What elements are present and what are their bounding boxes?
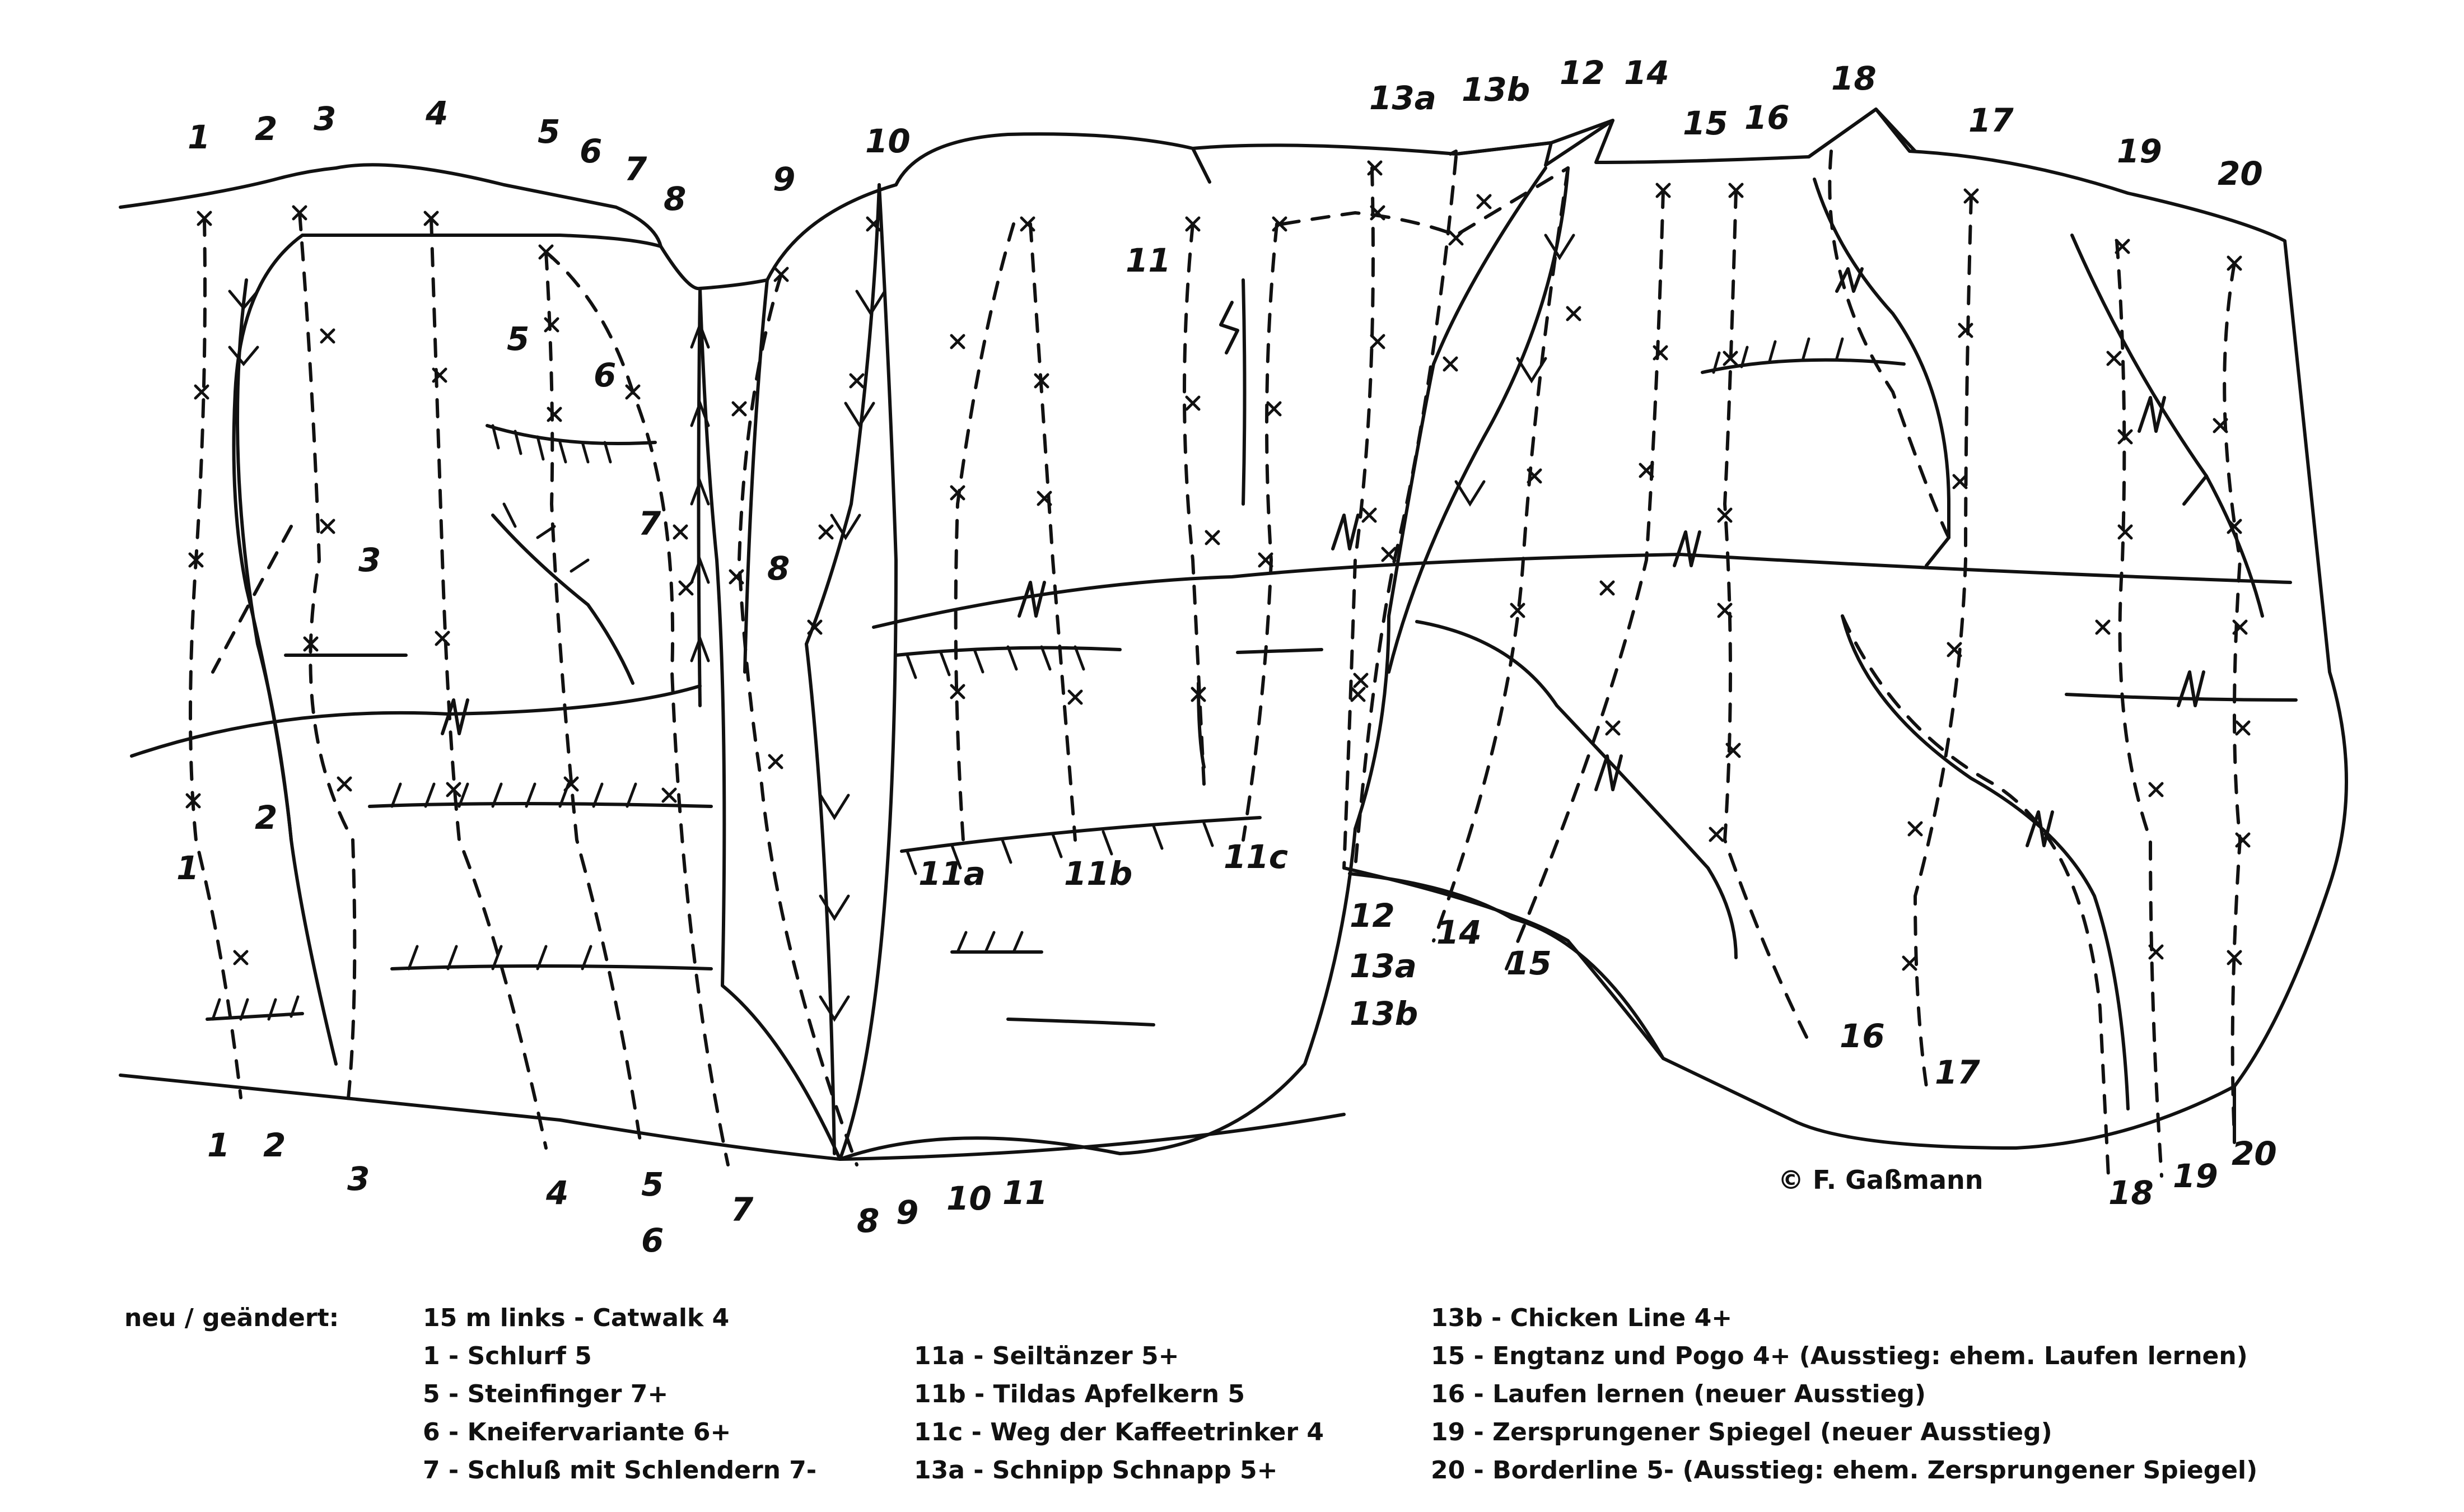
bolt-cross-marker <box>235 951 247 964</box>
legend-item: 15 - Engtanz und Pogo 4+ (Ausstieg: ehem. Laufen lernen) <box>1431 1342 2248 1370</box>
route-number-label: 2 <box>255 799 278 837</box>
bolt-cross-marker <box>2237 722 2249 734</box>
route-number-label: 11a <box>918 855 986 893</box>
bolt-cross-marker <box>1607 722 1619 734</box>
bolt-cross-marker <box>1444 358 1457 370</box>
legend-item: 20 - Borderline 5- (Ausstieg: ehem. Zersprungener Spiegel) <box>1431 1456 2258 1485</box>
route-number-label: 20 <box>2218 155 2263 193</box>
route-number-label: 16 <box>1840 1017 1885 1055</box>
route-number-label: 10 <box>865 122 911 160</box>
route-number-label: 14 <box>1624 54 1669 92</box>
route-number-label: 13a <box>1369 79 1436 117</box>
route-number-label: 11c <box>1224 838 1289 876</box>
route-number-label: 7 <box>731 1191 754 1229</box>
route-number-label: 17 <box>1968 101 2014 139</box>
route-number-label: 11b <box>1064 855 1133 893</box>
legend-column-2 <box>914 1337 1324 1490</box>
legend-item: 11a - Seiltänzer 5+ <box>914 1342 1179 1370</box>
route-number-label: 5 <box>538 113 561 151</box>
bolt-cross-marker <box>1268 403 1280 415</box>
route-number-label: 19 <box>2117 132 2162 170</box>
bolt-cross-marker <box>1383 548 1395 561</box>
bolt-cross-marker <box>674 526 687 538</box>
route-number-label: 3 <box>314 100 337 138</box>
crux-zigzags <box>442 269 2204 846</box>
legend-column-3 <box>1431 1299 2257 1490</box>
route-number-label: 14 <box>1436 913 1482 951</box>
route-number-label: 15 <box>1506 944 1552 982</box>
bolt-cross-marker <box>1959 324 1972 337</box>
bolt-cross-marker <box>820 526 832 538</box>
route-number-label: 18 <box>2108 1174 2154 1212</box>
bolt-cross-marker <box>951 335 964 348</box>
bolt-cross-marker <box>321 330 334 342</box>
bolt-cross-marker <box>1710 828 1723 841</box>
route-number-label: 18 <box>1831 59 1877 97</box>
bolt-cross-marker <box>1601 582 1613 594</box>
route-number-label: 19 <box>2173 1157 2218 1195</box>
route-number-label: 16 <box>1744 99 1790 137</box>
bolt-cross-marker <box>1187 397 1199 409</box>
bolt-cross-marker <box>321 520 334 533</box>
route-number-label: 9 <box>896 1193 919 1231</box>
route-number-label: 20 <box>2232 1135 2277 1173</box>
bolt-markers <box>187 162 2249 969</box>
bolt-cross-marker <box>1719 604 1731 617</box>
ledge-ticks <box>213 339 1842 1019</box>
bolt-cross-marker <box>1355 674 1367 687</box>
bolt-cross-marker <box>851 375 863 387</box>
legend-item: 13a - Schnipp Schnapp 5+ <box>914 1456 1278 1485</box>
bolt-cross-marker <box>1909 823 1921 835</box>
bolt-cross-marker <box>1352 688 1364 701</box>
route-number-label: 13a <box>1350 947 1417 985</box>
route-number-label: 12 <box>1560 54 1605 92</box>
route-lines <box>190 151 2240 1176</box>
route-number-label: 2 <box>263 1126 286 1164</box>
route-labels-bottom <box>207 897 2277 1259</box>
bolt-cross-marker <box>2150 946 2162 958</box>
legend-item: 19 - Zersprungener Spiegel (neuer Ausstieg) <box>1431 1418 2052 1446</box>
legend-item: 13b - Chicken Line 4+ <box>1431 1304 1733 1332</box>
route-number-label: 1 <box>188 118 211 156</box>
route-number-label: 4 <box>426 94 449 132</box>
bolt-cross-marker <box>338 778 351 790</box>
bolt-cross-marker <box>1567 307 1580 320</box>
route-number-label: 17 <box>1935 1053 1980 1091</box>
route-number-label: 4 <box>546 1174 569 1212</box>
bolt-cross-marker <box>769 755 782 768</box>
route-number-label: 7 <box>638 505 661 543</box>
bolt-cross-marker <box>1450 232 1462 244</box>
route-number-label: 8 <box>664 180 687 218</box>
bolt-cross-marker <box>1206 531 1219 544</box>
bolt-cross-marker <box>436 632 449 645</box>
route-number-label: 11 <box>1126 241 1171 279</box>
bolt-cross-marker <box>545 319 558 331</box>
bolt-cross-marker <box>195 386 208 398</box>
bolt-cross-marker <box>1363 509 1375 521</box>
legend-heading <box>124 1299 339 1337</box>
route-labels-inner <box>176 241 1288 893</box>
legend-item: 5 - Steinfinger 7+ <box>423 1380 669 1408</box>
legend-item: 6 - Kneifervariante 6+ <box>423 1418 731 1446</box>
route-number-label: 11 <box>1002 1174 1048 1212</box>
bolt-cross-marker <box>1069 691 1081 703</box>
route-number-label: 7 <box>624 150 647 188</box>
bolt-cross-marker <box>1478 195 1490 208</box>
bolt-cross-marker <box>1903 957 1916 969</box>
bolt-cross-marker <box>663 789 675 801</box>
rock-ledges <box>132 179 2296 1109</box>
route-number-label: 3 <box>358 541 381 579</box>
bolt-cross-marker <box>2150 783 2162 796</box>
route-number-label: 13b <box>1350 995 1418 1033</box>
bolt-cross-marker <box>548 408 561 421</box>
legend-item: 7 - Schluß mit Schlendern 7- <box>423 1456 817 1485</box>
route-labels-top <box>188 54 2263 218</box>
bolt-cross-marker <box>680 582 692 594</box>
legend-item: 15 m links - Catwalk 4 <box>423 1304 730 1332</box>
legend-column-1 <box>423 1299 816 1490</box>
route-number-label: 15 <box>1683 104 1728 142</box>
route-number-label: 8 <box>767 549 790 587</box>
route-number-label: 13b <box>1462 71 1530 109</box>
route-number-label: 6 <box>641 1221 664 1259</box>
route-number-label: 6 <box>580 132 603 170</box>
bolt-cross-marker <box>733 403 745 415</box>
legend-item: 11b - Tildas Apfelkern 5 <box>914 1380 1245 1408</box>
legend-heading-text: neu / geändert: <box>124 1304 339 1332</box>
bolt-cross-marker <box>1371 335 1384 348</box>
rock-outline <box>120 109 2346 1159</box>
legend-item: 11c - Weg der Kaffeetrinker 4 <box>914 1418 1324 1446</box>
route-number-label: 6 <box>594 356 617 394</box>
legend-item: 1 - Schlurf 5 <box>423 1342 592 1370</box>
route-number-label: 12 <box>1350 897 1395 935</box>
copyright-text: © F. Gaßmann <box>1778 1165 1984 1195</box>
route-number-label: 2 <box>255 110 278 148</box>
route-number-label: 1 <box>176 849 199 887</box>
route-number-label: 5 <box>641 1165 664 1203</box>
route-number-label: 10 <box>946 1179 992 1217</box>
route-number-label: 9 <box>773 160 796 198</box>
legend-item: 16 - Laufen lernen (neuer Ausstieg) <box>1431 1380 1926 1408</box>
bolt-cross-marker <box>2097 621 2109 633</box>
bolt-cross-marker <box>2108 352 2120 365</box>
route-number-label: 8 <box>857 1202 880 1240</box>
route-number-label: 5 <box>507 320 530 358</box>
route-number-label: 3 <box>347 1160 370 1198</box>
route-number-label: 1 <box>207 1126 230 1164</box>
bolt-cross-marker <box>2119 526 2131 538</box>
